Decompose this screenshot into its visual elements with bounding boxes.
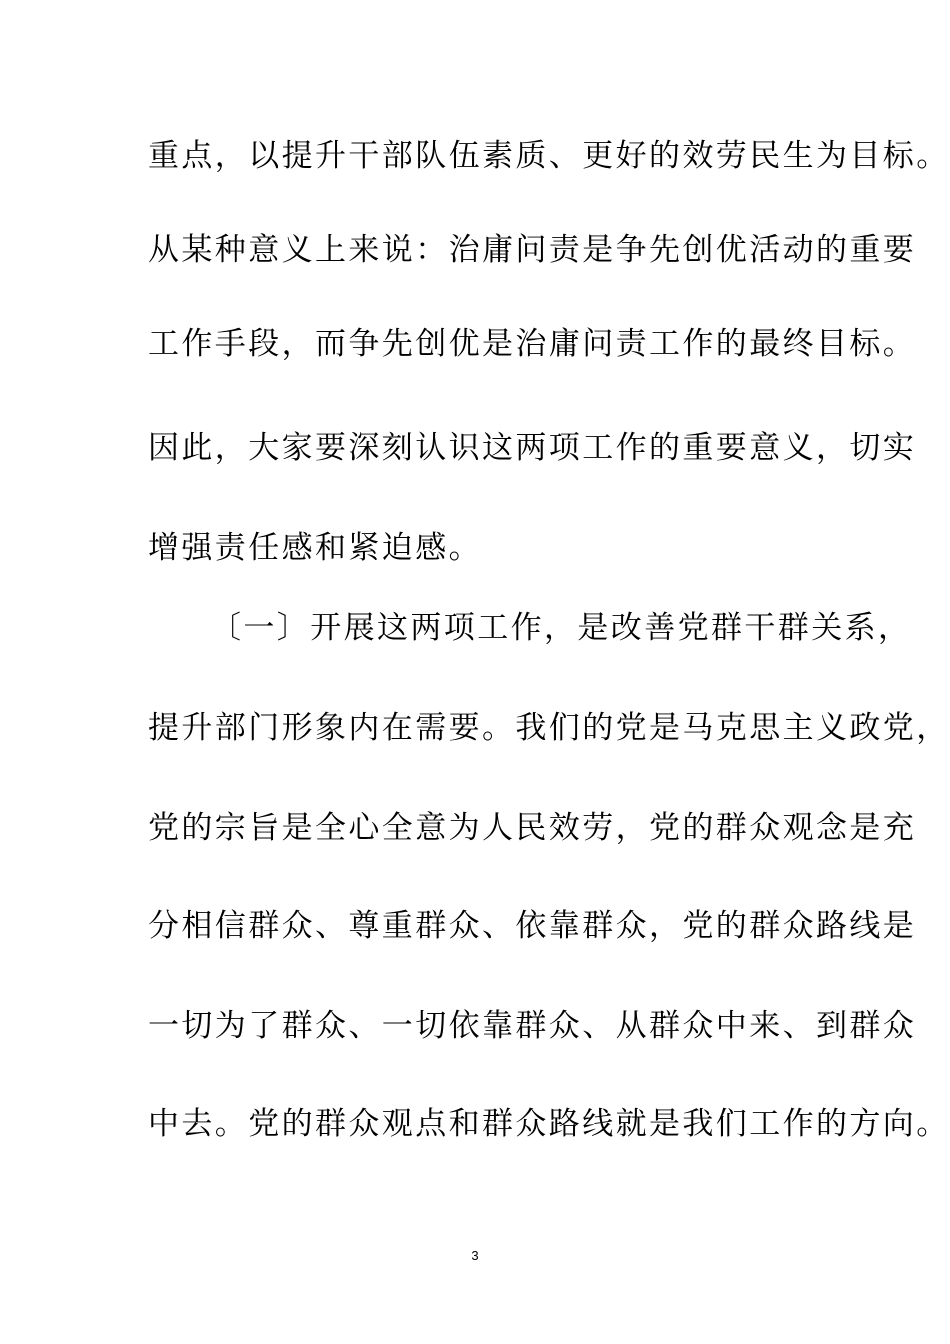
body-text-line: 党的宗旨是全心全意为人民效劳，党的群众观念是充 <box>148 810 917 846</box>
body-text-line: 重点，以提升干部队伍素质、更好的效劳民生为目标。 <box>148 138 950 174</box>
page-number: 3 <box>471 1248 479 1263</box>
body-text-line: 工作手段，而争先创优是治庸问责工作的最终目标。 <box>148 326 917 362</box>
body-text-line: 中去。党的群众观点和群众路线就是我们工作的方向。 <box>148 1106 950 1142</box>
body-text-line: 提升部门形象内在需要。我们的党是马克思主义政党， <box>148 710 950 746</box>
body-text-line: 因此，大家要深刻认识这两项工作的重要意义，切实 <box>148 430 917 466</box>
body-text-line: 一切为了群众、一切依靠群众、从群众中来、到群众 <box>148 1008 917 1044</box>
section-heading-line: 〔一〕开展这两项工作，是改善党群干群关系， <box>210 610 912 646</box>
body-text-line: 从某种意义上来说：治庸问责是争先创优活动的重要 <box>148 232 917 268</box>
body-text-line: 分相信群众、尊重群众、依靠群众，党的群众路线是 <box>148 908 917 944</box>
body-text-line: 增强责任感和紧迫感。 <box>148 530 482 566</box>
